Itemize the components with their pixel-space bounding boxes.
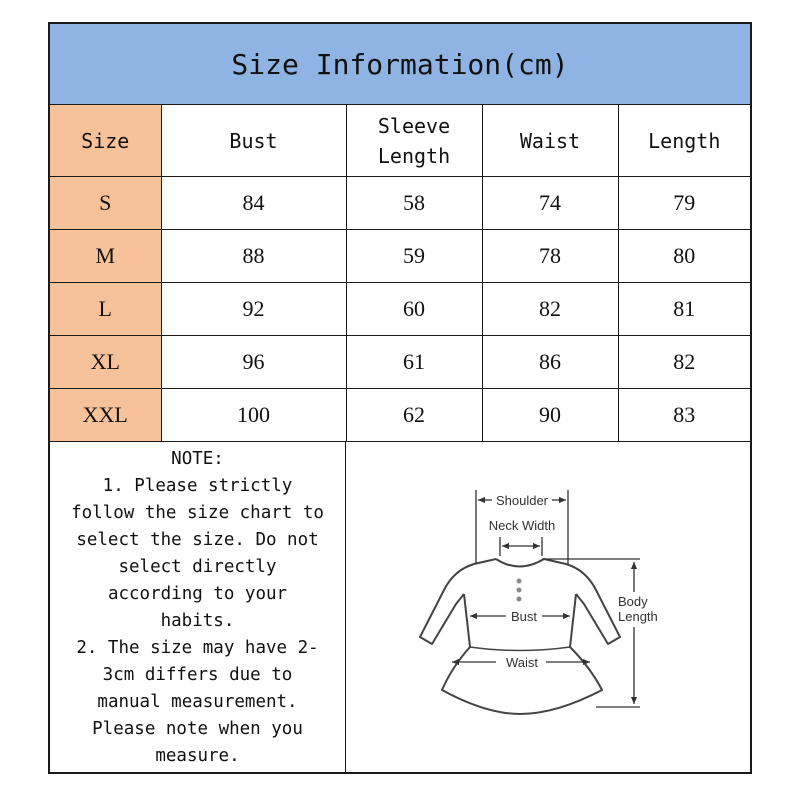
length-cell: 83 [618, 389, 750, 442]
body-length-label-2: Length [618, 609, 658, 624]
bust-cell: 88 [161, 230, 346, 283]
waist-cell: 78 [482, 230, 618, 283]
table-header-row [50, 105, 750, 177]
neck-width-label: Neck Width [488, 518, 556, 533]
length-cell: 80 [618, 230, 750, 283]
note-line: 3cm differs due to [102, 665, 293, 685]
table-row [50, 283, 750, 336]
bust-label: Bust [510, 609, 538, 624]
header-size: Size [50, 105, 161, 177]
header-waist: Waist [482, 105, 618, 177]
sleeve-cell: 60 [346, 283, 482, 336]
measurement-diagram [346, 442, 750, 773]
sleeve-cell: 58 [346, 177, 482, 230]
note-block [50, 442, 346, 773]
sleeve-cell: 59 [346, 230, 482, 283]
header-sleeve-line1: Sleeve [377, 113, 451, 138]
note-line: select directly [118, 557, 277, 577]
note-line: select the size. Do not [76, 530, 319, 550]
sleeve-cell: 62 [346, 389, 482, 442]
bust-cell: 92 [161, 283, 346, 336]
bottom-section [50, 441, 750, 773]
note-line: according to your [107, 584, 288, 604]
header-sleeve-length [346, 105, 482, 177]
size-cell: XL [50, 336, 161, 389]
table-row [50, 230, 750, 283]
size-chart [48, 22, 752, 774]
dress-diagram [346, 442, 750, 773]
header-bust: Bust [161, 105, 346, 177]
note-line: 1. Please strictly [102, 476, 293, 496]
waist-label: Waist [505, 655, 539, 670]
note-line: 2. The size may have 2- [76, 638, 319, 658]
size-chart-title [50, 24, 750, 105]
note-line: habits. [160, 611, 235, 631]
note-line: NOTE: [171, 449, 224, 469]
size-table [50, 105, 750, 442]
body-length-label-1: Body [618, 594, 648, 609]
waist-cell: 90 [482, 389, 618, 442]
header-length: Length [618, 105, 750, 177]
header-sleeve-line2: Length [377, 143, 451, 168]
table-row [50, 389, 750, 442]
waist-cell: 82 [482, 283, 618, 336]
size-cell: S [50, 177, 161, 230]
bust-cell: 96 [161, 336, 346, 389]
length-cell: 79 [618, 177, 750, 230]
note-line: follow the size chart to [71, 503, 324, 523]
note-line: Please note when you [92, 719, 303, 739]
bust-cell: 100 [161, 389, 346, 442]
button-dots [517, 579, 522, 602]
length-cell: 81 [618, 283, 750, 336]
shoulder-label: Shoulder [495, 493, 549, 508]
note-line: measure. [155, 746, 240, 766]
note-line: manual measurement. [97, 692, 298, 712]
waist-cell: 74 [482, 177, 618, 230]
size-cell: L [50, 283, 161, 336]
neck-width-measure [500, 537, 542, 556]
title-text: Size Information(cm) [231, 47, 569, 81]
waist-cell: 86 [482, 336, 618, 389]
table-row [50, 177, 750, 230]
length-cell: 82 [618, 336, 750, 389]
table-row [50, 336, 750, 389]
sleeve-cell: 61 [346, 336, 482, 389]
size-cell: M [50, 230, 161, 283]
size-cell: XXL [50, 389, 161, 442]
bust-cell: 84 [161, 177, 346, 230]
